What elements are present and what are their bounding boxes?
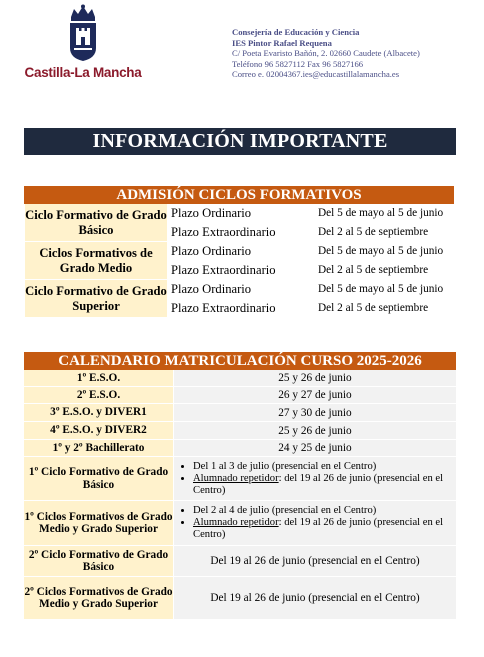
repetidor-date: : del 19 al 26 de junio (presencial en el Centro): [193, 472, 444, 496]
plazo-label: Plazo Extraordinario: [168, 223, 310, 242]
calendario-table: [24, 352, 456, 620]
ciclo-name: Ciclo Formativo de Grado Básico: [25, 204, 168, 242]
admision-title: ADMISIÓN CICLOS FORMATIVOS: [24, 186, 454, 204]
curso-label: 3º E.S.O. y DIVER1: [24, 404, 174, 422]
calendario-grid: [24, 370, 456, 620]
curso-date: 25 y 26 de junio: [174, 422, 456, 440]
curso-label: 1º y 2º Bachillerato: [24, 440, 174, 457]
plazo-label: Plazo Extraordinario: [168, 261, 310, 280]
plazo-date: Del 5 de mayo al 5 de junio: [310, 204, 455, 223]
contact-line: IES Pintor Rafael Requena: [232, 37, 332, 48]
contact-line: Consejería de Educación y Ciencia: [232, 27, 360, 37]
list-item: [193, 473, 456, 497]
admision-grid: [24, 204, 454, 318]
plazo-label: Plazo Ordinario: [168, 204, 310, 223]
repetidor-label: Alumnado repetidor: [193, 517, 279, 528]
page-title: INFORMACIÓN IMPORTANTE: [24, 128, 456, 155]
curso-date: 27 y 30 de junio: [174, 404, 456, 422]
contact-phone: Teléfono 96 5827112 Fax 96 5827166: [232, 58, 364, 69]
contact-block: [232, 27, 472, 80]
admision-table: [24, 186, 454, 318]
curso-label: 1º Ciclo Formativo de Grado Básico: [24, 457, 174, 501]
ciclo-name: Ciclos Formativos de Grado Medio: [25, 242, 168, 280]
curso-date-list: [174, 501, 456, 546]
plazo-label: Plazo Ordinario: [168, 280, 310, 299]
plazo-label: Plazo Ordinario: [168, 242, 310, 261]
contact-address: C/ Poeta Evaristo Bañón, 2. 02660 Caudete (Albacete): [232, 48, 420, 59]
curso-label: 1º Ciclos Formativos de Grado Medio y Grado Superior: [24, 501, 174, 546]
castilla-la-mancha-logo: [24, 4, 142, 84]
crown-castle-shield-icon: [65, 4, 101, 62]
curso-label: 4º E.S.O. y DIVER2: [24, 422, 174, 440]
plazo-label: Plazo Extraordinario: [168, 299, 310, 318]
list-item: • Del 2 al 4 de julio (presencial en el Centro): [193, 505, 456, 517]
plazo-date: Del 2 al 5 de septiembre: [310, 261, 455, 280]
curso-date: Del 19 al 26 de junio (presencial en el Centro): [174, 577, 456, 620]
repetidor-label: Alumnado repetidor: [193, 472, 279, 484]
curso-date: Del 19 al 26 de junio (presencial en el Centro): [174, 546, 456, 577]
plazo-date: Del 2 al 5 de septiembre: [310, 223, 455, 242]
contact-email: Correo e. 02004367.ies@educastillalamancha.es: [232, 69, 400, 80]
calendario-title: CALENDARIO MATRICULACIÓN CURSO 2025-2026: [24, 352, 456, 370]
curso-label: 2º Ciclo Formativo de Grado Básico: [24, 546, 174, 577]
list-item: • Del 1 al 3 de julio (presencial en el Centro): [193, 461, 456, 473]
logo-text: Castilla-La Mancha: [24, 65, 142, 80]
plazo-date: Del 5 de mayo al 5 de junio: [310, 280, 455, 299]
curso-date: 24 y 25 de junio: [174, 440, 456, 457]
list-item: [193, 517, 456, 541]
repetidor-date: : del 19 al 26 de junio (presencial en el Centro): [193, 517, 444, 540]
curso-label: 2º E.S.O.: [24, 387, 174, 404]
curso-label: 1º E.S.O.: [24, 370, 174, 387]
curso-date-list: [174, 457, 456, 501]
curso-date: 26 y 27 de junio: [174, 387, 456, 404]
plazo-date: Del 2 al 5 de septiembre: [310, 299, 455, 318]
ciclo-name: Ciclo Formativo de Grado Superior: [25, 280, 168, 318]
curso-date: 25 y 26 de junio: [174, 370, 456, 387]
curso-label: 2º Ciclos Formativos de Grado Medio y Grado Superior: [24, 577, 174, 620]
plazo-date: Del 5 de mayo al 5 de junio: [310, 242, 455, 261]
